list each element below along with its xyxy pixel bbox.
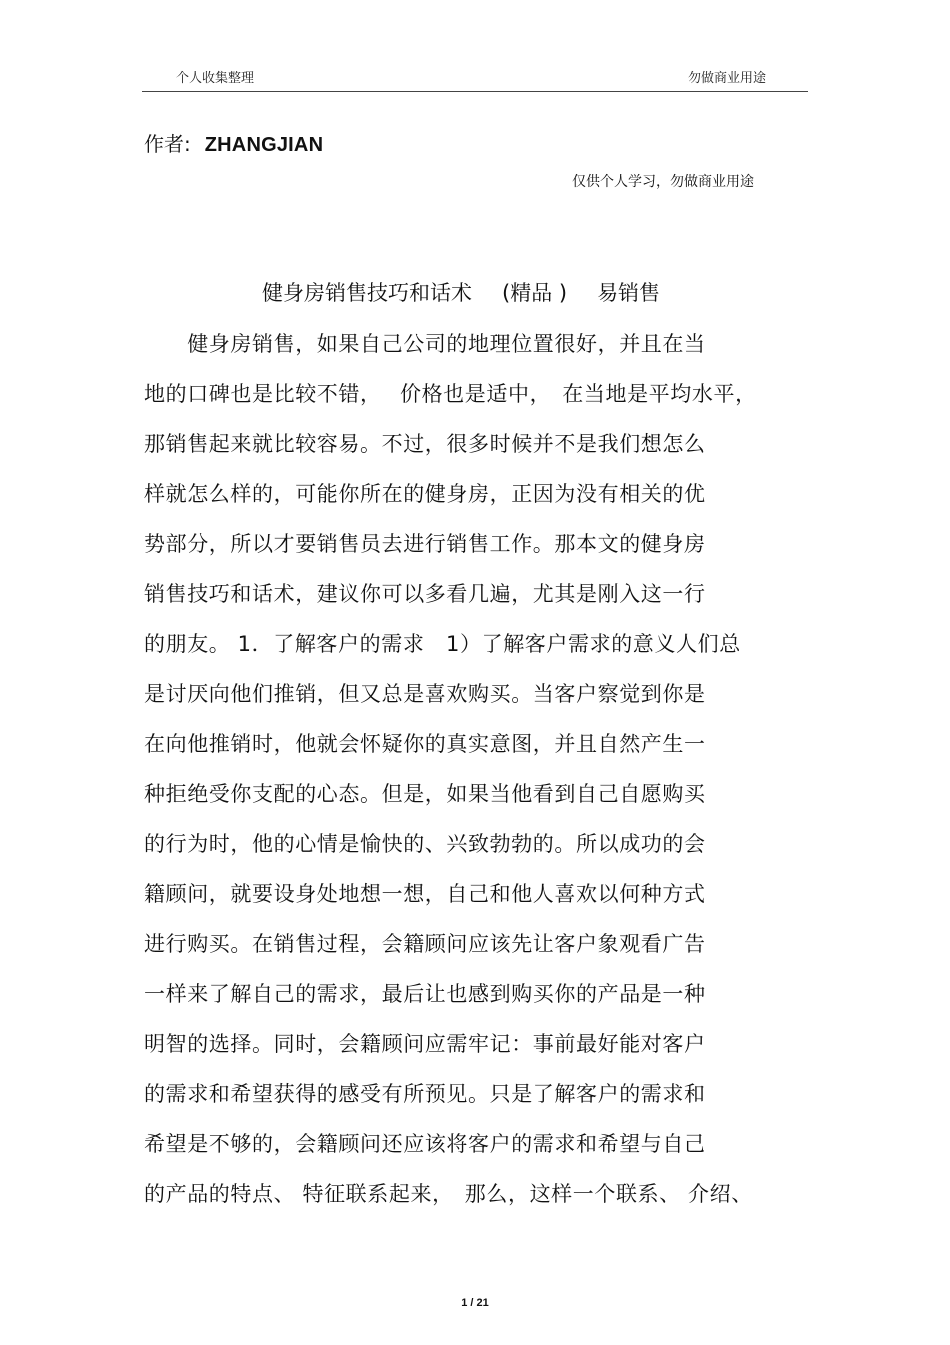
- body-line: 明智的选择。同时，会籍顾问应需牢记：事前最好能对客户: [144, 1032, 706, 1056]
- title-suffix: 易销售: [597, 281, 661, 305]
- body-line: 那销售起来就比较容易。不过，很多时候并不是我们想怎么: [144, 432, 706, 456]
- body-line: 在向他推销时，他就会怀疑你的真实意图，并且自然产生一: [144, 732, 706, 756]
- author-name: ZHANGJIAN: [204, 134, 324, 156]
- page-number: 1 / 21: [461, 1297, 489, 1309]
- body-line: 健身房销售，如果自己公司的地理位置很好，并且在当: [144, 332, 706, 356]
- usage-notice: 仅供个人学习，勿做商业用途: [572, 174, 754, 190]
- body-line: 一样来了解自己的需求，最后让也感到购买你的产品是一种: [144, 982, 706, 1006]
- title-tag: (精品 ): [502, 281, 568, 305]
- body-line: 的需求和希望获得的感受有所预见。只是了解客户的需求和: [144, 1082, 706, 1106]
- body-line: 的朋友。 1．了解客户的需求 1）了解客户需求的意义人们总: [144, 632, 741, 656]
- body-line: 希望是不够的，会籍顾问还应该将客户的需求和希望与自己: [144, 1132, 706, 1156]
- body-line: 的产品的特点、 特征联系起来， 那么，这样一个联系、 介绍、: [144, 1182, 753, 1206]
- body-line: 种拒绝受你支配的心态。但是，如果当他看到自己自愿购买: [144, 782, 706, 806]
- title-main: 健身房销售技巧和话术: [262, 281, 472, 305]
- header-divider: [142, 91, 808, 92]
- body-line: 势部分，所以才要销售员去进行销售工作。那本文的健身房: [144, 532, 706, 556]
- body-line: 销售技巧和话术，建议你可以多看几遍，尤其是刚入这一行: [144, 582, 706, 606]
- header-right-text: 勿做商业用途: [688, 71, 767, 86]
- body-line: 进行购买。在销售过程，会籍顾问应该先让客户象观看广告: [144, 932, 706, 956]
- body-line: 的行为时，他的心情是愉快的、兴致勃勃的。所以成功的会: [144, 832, 706, 856]
- author-line: [144, 128, 323, 157]
- header-left-text: 个人收集整理: [176, 71, 255, 86]
- document-title: [262, 277, 660, 307]
- author-label: 作者:: [144, 132, 191, 156]
- body-line: 是讨厌向他们推销，但又总是喜欢购买。当客户察觉到你是: [144, 682, 706, 706]
- body-line: 籍顾问，就要设身处地想一想，自己和他人喜欢以何种方式: [144, 882, 706, 906]
- body-line: 地的口碑也是比较不错， 价格也是适中， 在当地是平均水平，: [144, 382, 757, 406]
- body-line: 样就怎么样的，可能你所在的健身房，正因为没有相关的优: [144, 482, 706, 506]
